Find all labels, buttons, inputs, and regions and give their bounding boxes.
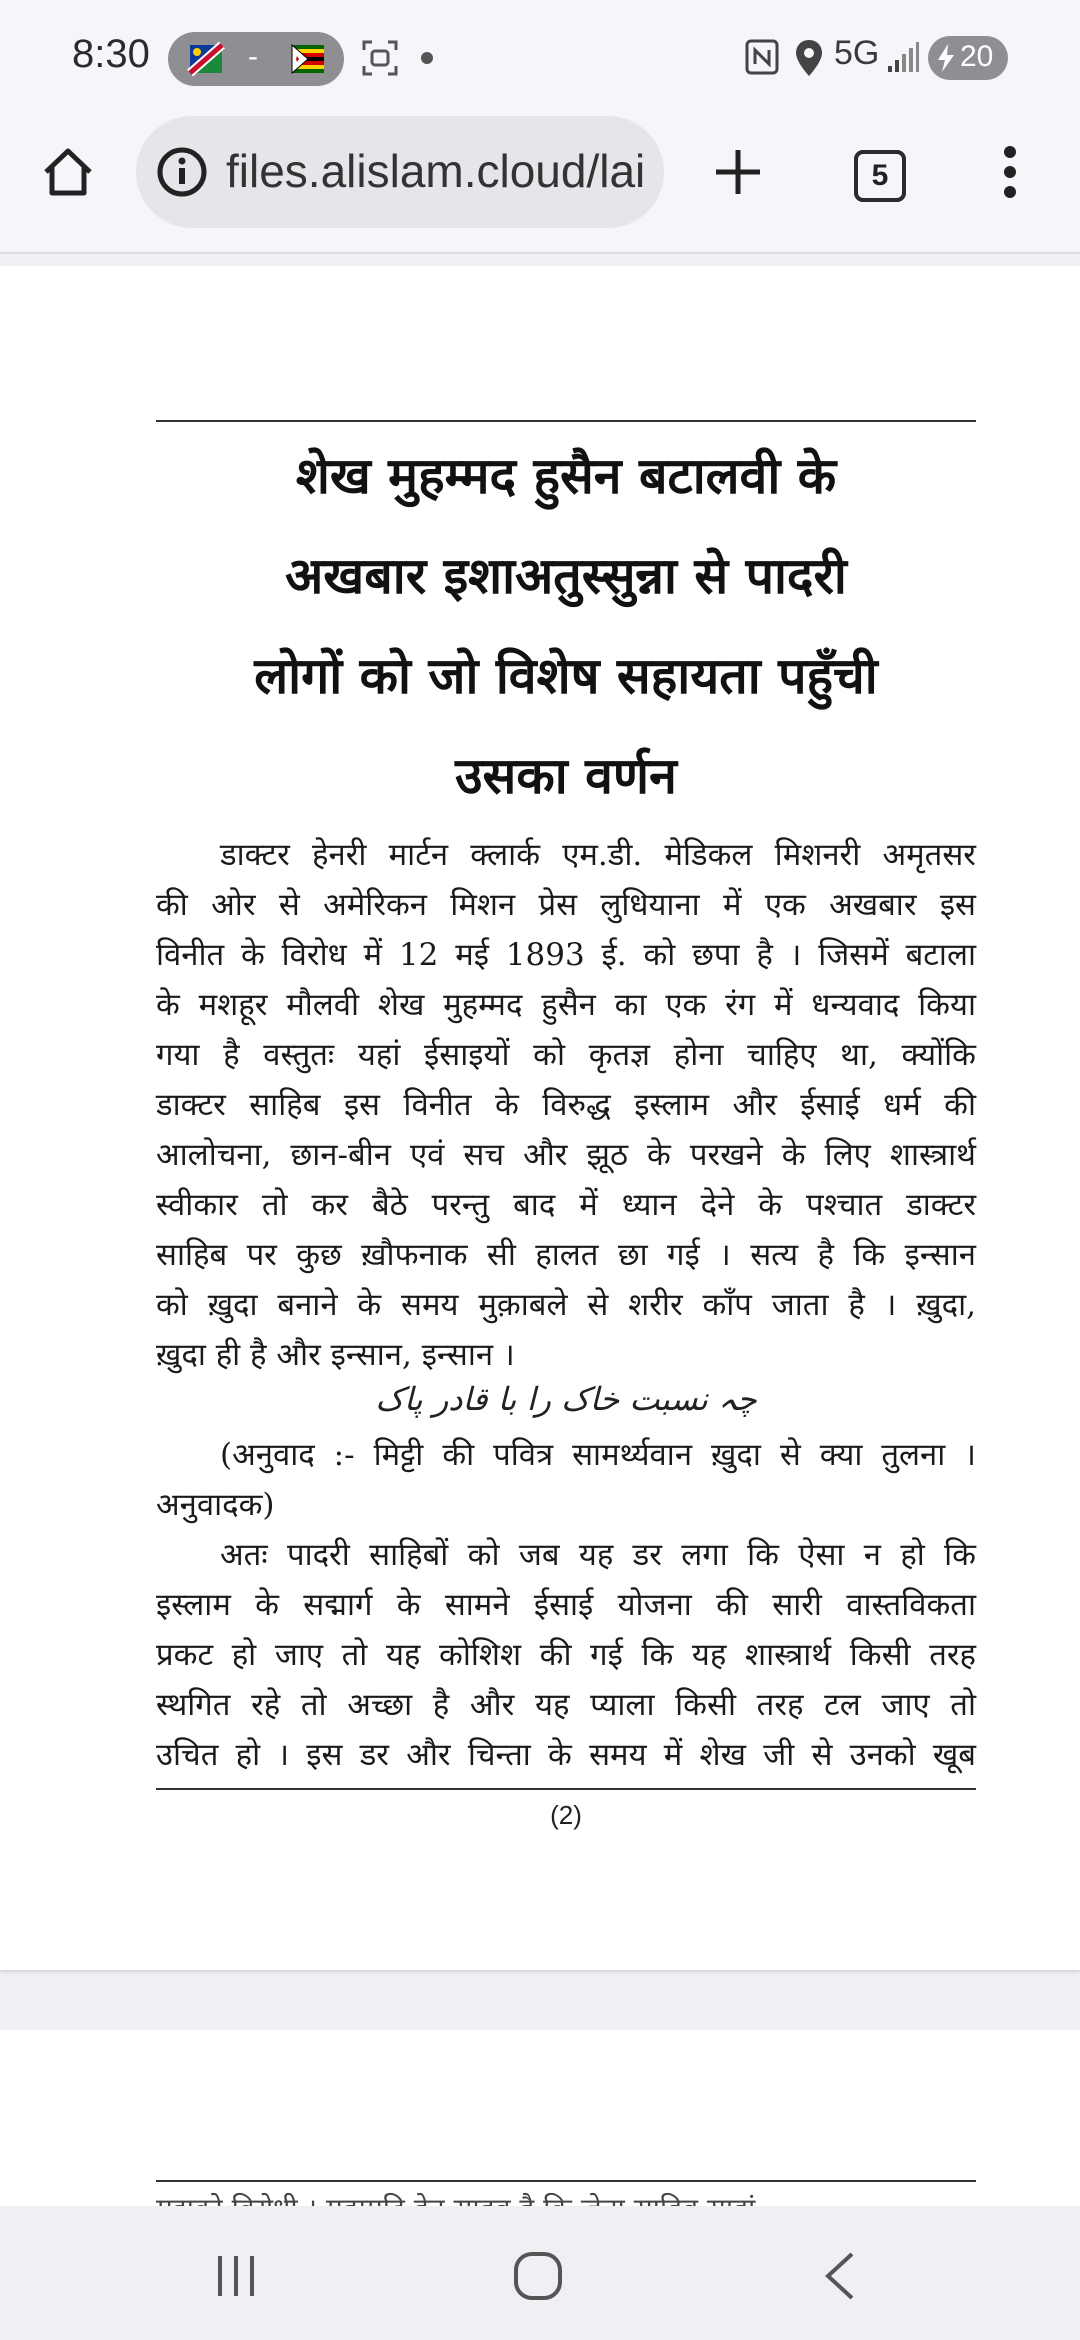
text-line: साहिब पर कुछ ख़ौफनाक सी हालत छा गई । सत्य है कि इन्सान bbox=[156, 1237, 976, 1273]
home-button[interactable] bbox=[38, 142, 98, 202]
heading-line: अखबार इशाअतुस्सुन्ना से पादरी bbox=[285, 546, 847, 605]
signal-icon bbox=[886, 40, 920, 78]
zimbabwe-flag-icon bbox=[292, 45, 324, 73]
battery-indicator bbox=[928, 36, 1008, 80]
chapter-heading bbox=[156, 426, 976, 826]
nfc-icon bbox=[744, 38, 780, 80]
paragraph-2 bbox=[156, 1530, 976, 1780]
namibia-flag-icon bbox=[190, 45, 222, 73]
status-bar bbox=[0, 0, 1080, 112]
location-icon bbox=[794, 38, 824, 82]
recents-button[interactable] bbox=[214, 2254, 258, 2302]
home-nav-button[interactable] bbox=[512, 2250, 564, 2306]
home-nav-icon bbox=[512, 2250, 564, 2302]
page-number: (2) bbox=[550, 1800, 582, 1830]
top-rule bbox=[156, 2180, 976, 2182]
text-line: आलोचना, छान-बीन एवं सच और झूठ के परखने के लिए शास्त्रार्थ bbox=[156, 1137, 976, 1173]
translation-note bbox=[156, 1430, 976, 1530]
back-icon bbox=[820, 2250, 860, 2302]
text-line: को ख़ुदा बनाने के समय मुक़ाबले से शरीर काँप जाता है । ख़ुदा, bbox=[156, 1287, 976, 1323]
battery-level: 20 bbox=[960, 40, 994, 73]
paragraph-1 bbox=[156, 830, 976, 1380]
browser-toolbar bbox=[0, 112, 1080, 254]
text-line: अनुवादक) bbox=[156, 1487, 275, 1523]
screenshot-icon bbox=[360, 38, 400, 82]
new-tab-button[interactable] bbox=[712, 146, 764, 202]
urdu-couplet: چہ نسبت خاک را با قادر پاک bbox=[375, 1380, 757, 1418]
plus-icon bbox=[712, 146, 764, 198]
clock: 8:30 bbox=[72, 32, 150, 76]
text-line: इस्लाम के सद्मार्ग के सामने ईसाई योजना की सारी वास्तविकता bbox=[156, 1587, 976, 1623]
separator-dash-icon: - bbox=[248, 40, 258, 73]
menu-button[interactable] bbox=[996, 144, 1024, 204]
site-info-icon[interactable] bbox=[156, 146, 208, 202]
recents-icon bbox=[214, 2254, 258, 2298]
heading-line: शेख मुहम्मद हुसैन बटालवी के bbox=[295, 446, 837, 505]
text-line: (अनुवाद :- मिट्टी की पवित्र सामर्थ्यवान ख़ुदा से क्या तुलना । bbox=[220, 1437, 976, 1473]
address-bar[interactable] bbox=[136, 116, 664, 228]
text-line: प्रकट हो जाए तो यह कोशिश की गई कि यह शास्त्रार्थ किसी तरह bbox=[156, 1637, 976, 1673]
charging-bolt-icon bbox=[936, 44, 956, 72]
text-line: अतः पादरी साहिबों को जब यह डर लगा कि ऐसा न हो कि bbox=[220, 1537, 976, 1573]
notification-pill[interactable] bbox=[168, 32, 344, 86]
bottom-rule bbox=[156, 1788, 976, 1790]
top-rule bbox=[156, 420, 976, 422]
network-type: 5G bbox=[834, 34, 880, 72]
back-button[interactable] bbox=[820, 2250, 860, 2306]
more-vert-icon bbox=[996, 144, 1024, 200]
navigation-bar bbox=[0, 2206, 1080, 2340]
text-line: स्थगित रहे तो अच्छा है और यह प्याला किसी तरह टल जाए तो bbox=[156, 1687, 976, 1723]
text-line: ख़ुदा ही है और इन्सान, इन्सान । bbox=[156, 1337, 515, 1373]
url-text[interactable]: files.alislam.cloud/lai bbox=[226, 145, 646, 197]
text-line: की ओर से अमेरिकन मिशन प्रेस लुधियाना में एक अखबार इस bbox=[156, 887, 976, 923]
text-line: डाक्टर साहिब इस विनीत के विरुद्ध इस्लाम और ईसाई धर्म की bbox=[156, 1087, 976, 1123]
text-line: गया है वस्तुतः यहां ईसाइयों को कृतज्ञ होना चाहिए था, क्योंकि bbox=[156, 1037, 976, 1073]
home-icon bbox=[38, 142, 98, 202]
heading-line: लोगों को जो विशेष सहायता पहुँची bbox=[254, 646, 878, 705]
tab-switcher-button[interactable]: 5 bbox=[854, 150, 906, 202]
text-line: डाक्टर हेनरी मार्टन क्लार्क एम.डी. मेडिकल मिशनरी अमृतसर bbox=[220, 837, 976, 873]
document-page bbox=[0, 266, 1080, 1970]
text-line: विनीत के विरोध में 12 मई 1893 ई. को छपा है । जिसमें बटाला bbox=[156, 937, 976, 973]
text-line: उचित हो । इस डर और चिन्ता के समय में शेख जी से उनको खूब bbox=[156, 1737, 976, 1773]
heading-line: उसका वर्णन bbox=[455, 746, 677, 805]
text-line: के मशहूर मौलवी शेख मुहम्मद हुसैन का एक रंग में धन्यवाद किया bbox=[156, 987, 976, 1023]
text-line: स्वीकार तो कर बैठे परन्तु बाद में ध्यान देने के पश्चात डाक्टर bbox=[156, 1187, 976, 1223]
dot-icon bbox=[420, 50, 434, 69]
